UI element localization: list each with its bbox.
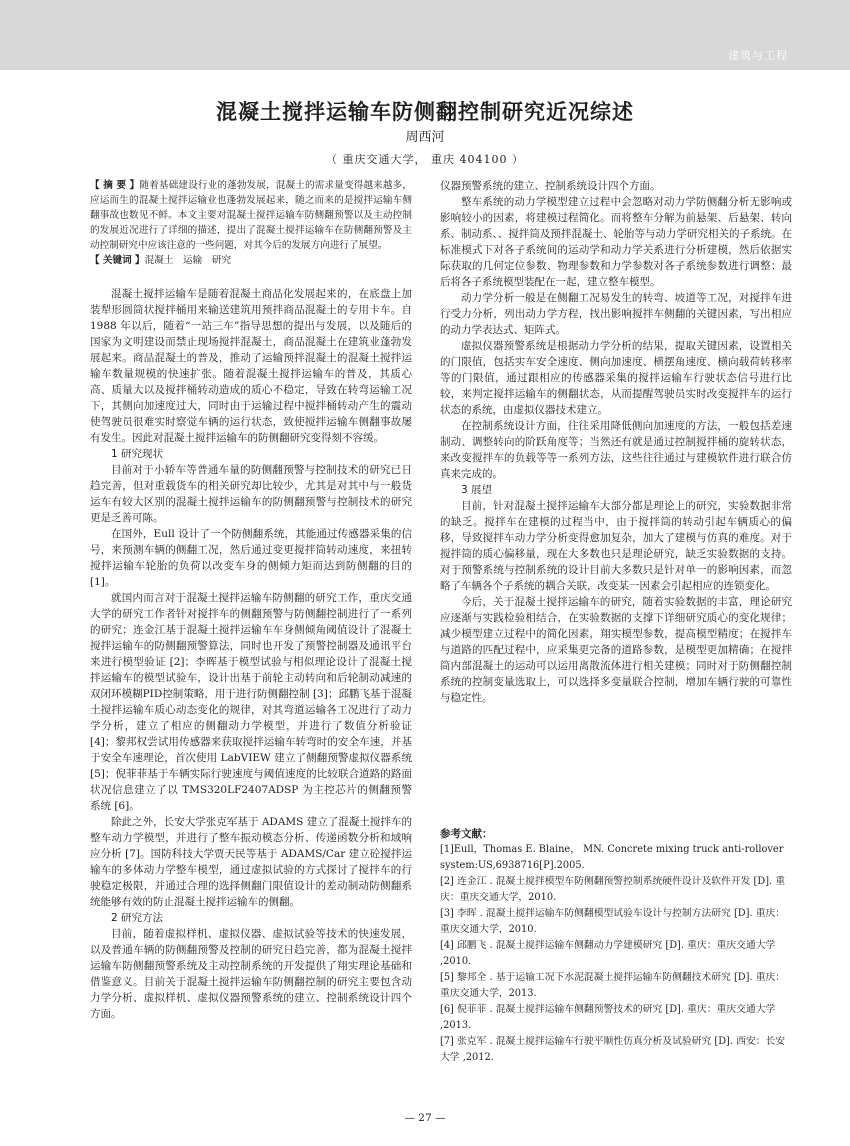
- reference-item: [2] 连金江 . 混凝土搅拌模型车防侧翻预警控制系统硬件设计及软件开发 [D]. 重庆：重庆交通大学，2010.: [440, 876, 786, 903]
- references: [440, 826, 792, 1066]
- keywords-label: 【 关键词 】: [90, 255, 145, 266]
- right-column: [440, 178, 792, 706]
- paragraph: 动力学分析一般是在侧翻工况易发生的转弯、坡道等工况，对搅拌车进行受力分析，列出动力学方程，找出影响搅拌车侧翻的关键因素，写出相应的动力学表达式、矩阵式。: [440, 292, 792, 336]
- paragraph: 目前对于小轿车等普通车量的防侧翻预警与控制技术的研究已日趋完善，但对重载货车的相关研究却比较少，尤其是对其中与一般货运车有较大区别的混凝土搅拌运输车的防侧翻预警与控制技术的研究更是乏善可陈。: [90, 464, 412, 524]
- section-tag: 建筑与工程: [728, 49, 788, 62]
- reference-item: [7] 张克军 . 混凝土搅拌运输车行驶平顺性仿真分析及试验研究 [D]. 西安：长安大学 ,2012.: [440, 1036, 786, 1063]
- references-heading: 参考文献：: [440, 828, 493, 840]
- abstract-label: 【 摘 要 】: [90, 180, 140, 191]
- header-band: [0, 0, 850, 70]
- keywords-text: 混凝土 运输 研究: [144, 255, 231, 266]
- left-column: [90, 178, 412, 1022]
- abstract: [90, 178, 412, 253]
- author: 周西河: [405, 130, 445, 145]
- reference-item: [1]Eull，Thomas E. Blaine， MN. Concrete mixing truck anti-rollover system:US,6938716[P].2005.: [440, 844, 784, 871]
- paragraph: 就国内而言对于混凝土搅拌运输车防侧翻的研究工作，重庆交通大学的研究工作者针对搅拌车的侧翻预警与防侧翻控制进行了一系列的研究；连金江基于混凝土搅拌运输车车身侧倾角阈值设计了混凝土搅拌运输车的防侧翻预警算法，同时也开发了预警控制器及通讯平台来进行模型验证 [2]；李晖基于模型试验与相似理论设计了混凝土搅拌运输车的模型试验车，设计出基于前轮主动转向和后轮制动减速的双闭环模糊PID控制策略，用于进行防侧翻控制 [3]；邱鹏飞基于混凝土搅拌运输车质心动态变化的规律，对其弯道运输各工况进行了动力学分析，建立了相应的侧翻动力学模型，并进行了数值分析验证 [4]；黎邦权尝试用传感器来获取搅拌运输车转弯时的安全车速，并基于安全车速理论，首次使用 LabVIEW 建立了侧翻预警虚拟仪器系统 [5]；倪菲菲基于车辆实际行驶速度与阈值速度的比较联合道路的路面状况信息建立了以 TMS320LF2407ADSP 为主控芯片的侧翻预警系统 [6]。: [90, 592, 412, 812]
- paragraph-continued: 仪器预警系统的建立、控制系统设计四个方面。: [440, 180, 661, 192]
- paragraph: 今后，关于混凝土搅拌运输车的研究，随着实验数据的丰富，理论研究应逐渐与实践检验相结合，在实验数据的支撑下详细研究质心的变化规律；减少模型建立过程中的简化因素，翔实模型参数，提高模型精度；在搅拌车与道路的匹配过程中，应采集更完备的道路参数，是模型更加精确；在搅拌筒内部混凝土的运动可以运用离散流体进行相关建模；同时对于防侧翻控制系统的控制变量选取上，可以选择多变量联合控制，增加车辆行驶的可靠性与稳定性。: [440, 596, 792, 704]
- section-heading-3: 3 展望: [461, 484, 493, 496]
- paragraph: 整车系统的动力学模型建立过程中会忽略对动力学防侧翻分析无影响或影响较小的因素，将建模过程简化。而将整车分解为前悬架、后悬架、转向系、制动系、、搅拌筒及预拌混凝土、轮胎等与动力学研究相关的子系统。在标准模式下对各子系统间的运动学和动力学关系进行分析建模，然后依据实际获取的几何定位参数、物理参数和力学参数对各子系统参数进行调整；最后将各子系统模型装配在一起，建立整车模型。: [440, 196, 792, 288]
- affiliation: （ 重庆交通大学， 重庆 404100 ）: [326, 153, 524, 166]
- paragraph: 虚拟仪器预警系统是根据动力学分析的结果，提取关键因素，设置相关的门限值，包括实车安全速度、侧向加速度、横摆角速度、横向载荷转移率等的门限值，通过跟相应的传感器采集的搅拌运输车行驶状态信号进行比较，来判定搅拌运输车的侧翻状态，从而提醒驾驶员实时改变搅拌车的运行状态的系统，由虚拟仪器技术建立。: [440, 340, 792, 416]
- paragraph: 在国外，Eull 设计了一个防侧翻系统，其能通过传感器采集的信号，来预测车辆的侧翻工况，然后通过变更搅拌筒转动速度，来扭转搅拌运输车轮胎的负荷以改变车身的侧倾力矩而达到防侧翻的目的 [1]。: [90, 528, 412, 588]
- section-heading-2: 2 研究方法: [111, 912, 164, 924]
- reference-item: [3] 李晖 . 混凝土搅拌运输车防侧翻模型试验车设计与控制方法研究 [D]. 重庆：重庆交通大学，2010.: [440, 908, 786, 935]
- reference-item: [5] 黎邦全 . 基于运输工况下水泥混凝土搅拌运输车防侧翻技术研究 [D]. 重庆：重庆交通大学，2013.: [440, 972, 786, 999]
- paragraph: 除此之外，长安大学张克军基于 ADAMS 建立了混凝土搅拌车的整车动力学模型，并进行了整车振动模态分析、传递函数分析和域响应分析 [7]。国防科技大学贾天民等基于 ADAMS/Car 建立砼搅拌运输车的多体动力学整车模型，通过虚拟试验的方式探讨了搅拌车的行驶稳定极限，并通过合理的选择侧翻门限值设计的差动制动防侧翻系统能够有效的防止混凝土搅拌运输车的侧翻。: [90, 816, 412, 908]
- intro-paragraph: 混凝土搅拌运输车是随着混凝土商品化发展起来的，在底盘上加装犁形圆筒状搅拌桶用来输送建筑用预拌商品混凝土的专用卡车。自 1988 年以后，随着“一站三车”指导思想的提出与发展，以及随后的国家为文明建设而禁止现场搅拌混凝土，商品混凝土在建筑业蓬勃发展起来。商品混凝土的普及，推动了运输预拌混凝土的混凝土搅拌运输车数量规模的快速扩张。随着混凝土搅拌运输车的普及，其质心高、质量大以及搅拌桶转动造成的质心不稳定，导致在转弯运输工况下，其侧向加速度过大，同时由于运输过程中搅拌桶转动产生的震动使驾驶员很难实时察觉车辆的运行状态，致使搅拌运输车侧翻事故屡有发生。因此对混凝土搅拌运输车的防侧翻研究变得刻不容缓。: [90, 288, 412, 444]
- keywords: [90, 253, 412, 268]
- paragraph: 在控制系统设计方面，往往采用降低侧向加速度的方法，一般包括差速制动、调整转向的阶跃角度等；当然还有就是通过控制搅拌桶的旋转状态，来改变搅拌车的负载等等一系列方法，这些往往通过与建模软件进行联合仿真来完成的。: [440, 420, 792, 480]
- article-title: 混凝土搅拌运输车防侧翻控制研究近况综述: [216, 99, 634, 124]
- paragraph: 目前，针对混凝土搅拌运输车大部分都是理论上的研究，实验数据非常的缺乏。搅拌车在建模的过程当中，由于搅拌筒的转动引起车辆质心的偏移，导致搅拌车动力学分析变得愈加复杂，加大了建模与仿真的难度。对于搅拌筒的质心偏移量，现在大多数也只是理论研究，缺乏实验数据的支持。对于预警系统与控制系统的设计目前大多数只是针对单一的影响因素，而忽略了车辆各个子系统的耦合关联，改变某一因素会引起相应的连锁变化。: [440, 500, 792, 592]
- abstract-text: 随着基础建设行业的蓬勃发展，混凝土的需求量变得越来越多，应运而生的混凝土搅拌运输业也蓬勃发展起来，随之而来的是搅拌运输车侧翻事故也数见不鲜。本文主要对混凝土搅拌运输车防侧翻预警以及主动控制的发展近况进行了详细的描述，提出了混凝土搅拌运输车在防侧翻预警及主动控制研究中应该注意的一些问题，对其今后的发展方向进行了展望。: [90, 180, 412, 251]
- page-number: — 27 —: [404, 1112, 446, 1124]
- reference-item: [4] 邱鹏飞 . 混凝土搅拌运输车侧翻动力学建模研究 [D]. 重庆：重庆交通大学 ,2010.: [440, 940, 776, 967]
- reference-item: [6] 倪菲菲 . 混凝土搅拌运输车侧翻预警技术的研究 [D]. 重庆：重庆交通大学 ,2013.: [440, 1004, 776, 1031]
- section-heading-1: 1 研究现状: [111, 448, 164, 460]
- paragraph: 目前，随着虚拟样机、虚拟仪器、虚拟试验等技术的快速发展，以及普通车辆的防侧翻预警及控制的研究日趋完善，都为混凝土搅拌运输车防侧翻预警系统及主动控制系统的开发提供了翔实理论基础和借鉴意义。目前关于混凝土搅拌运输车防侧翻控制的研究主要包含动力学分析、虚拟样机、虚拟仪器预警系统的建立、控制系统设计四个方面。: [90, 928, 412, 1020]
